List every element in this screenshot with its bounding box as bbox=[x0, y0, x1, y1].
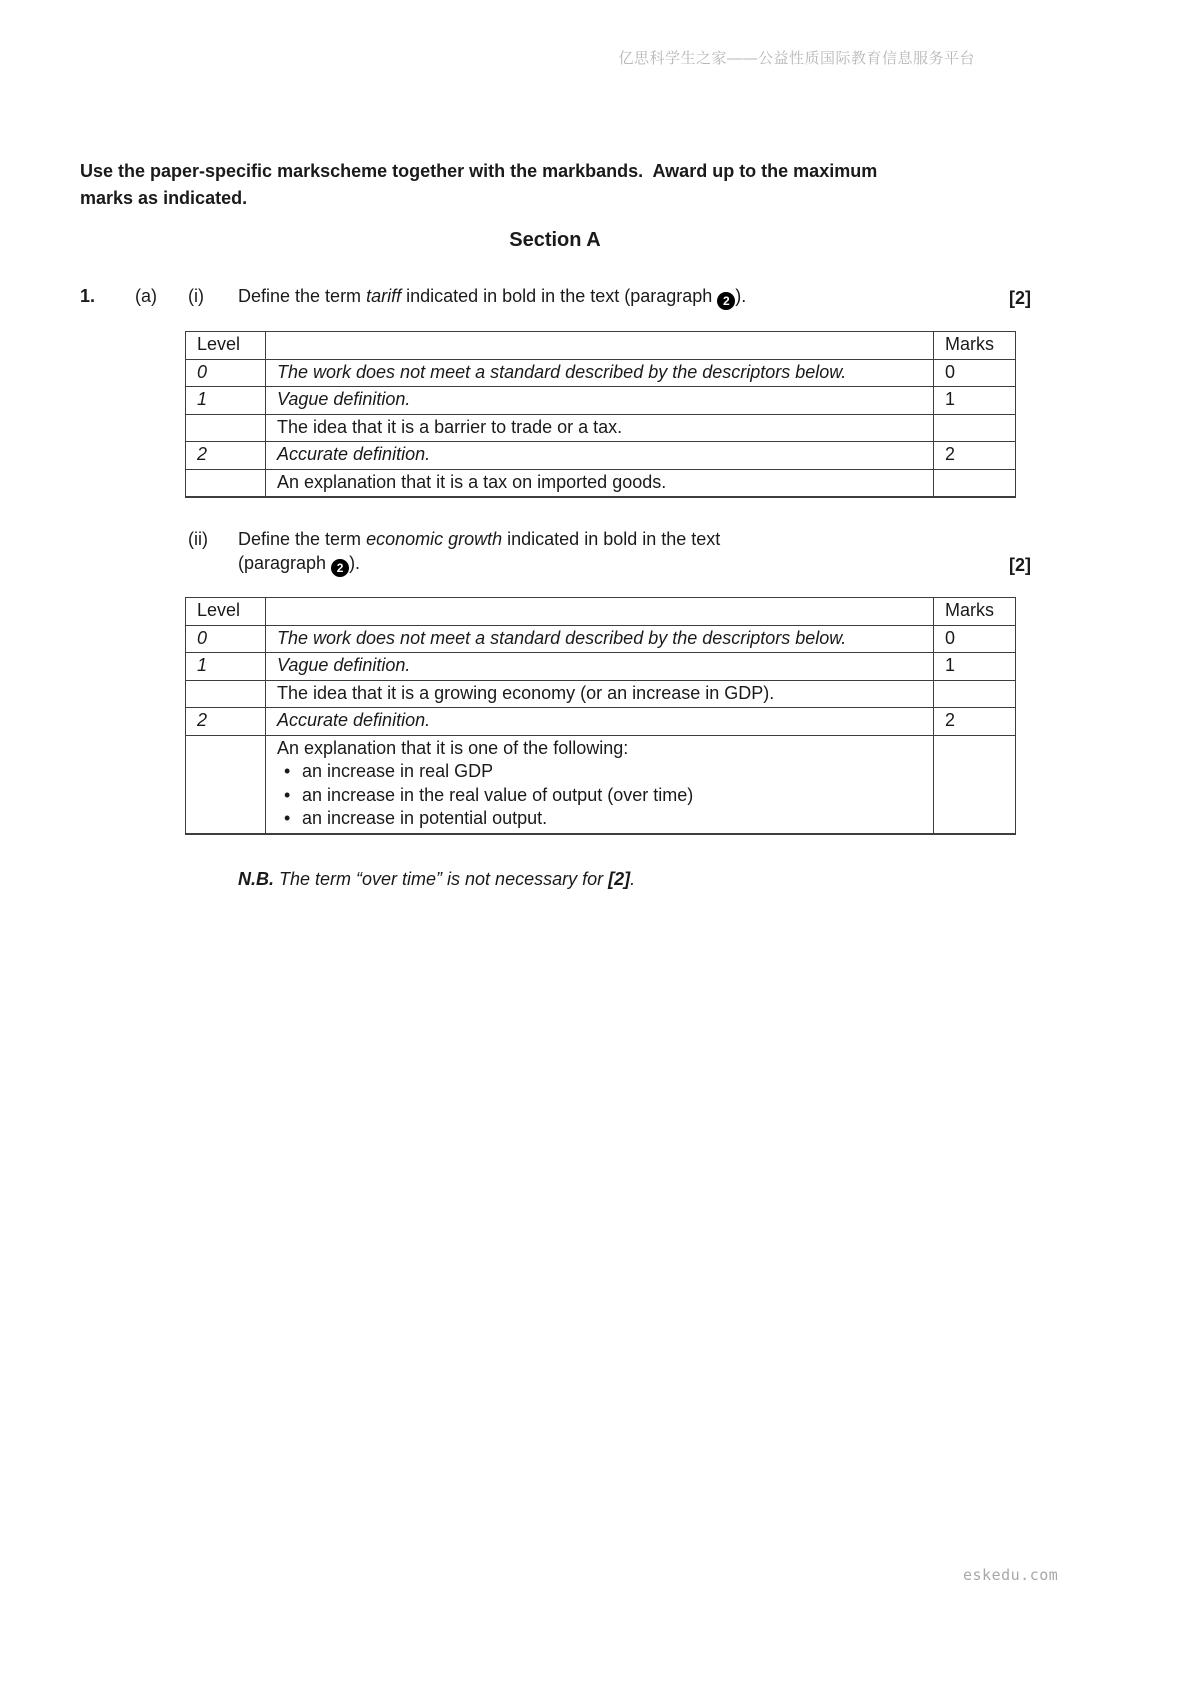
question-text-suffix: ). bbox=[735, 286, 747, 306]
question-text-middle: indicated in bold in the text (paragraph bbox=[401, 286, 718, 306]
table-cell-level bbox=[186, 469, 266, 497]
nb-note bbox=[238, 869, 635, 890]
question-line2-suffix: ). bbox=[349, 553, 361, 573]
question-1aii-text bbox=[238, 527, 999, 577]
table-cell-descriptor: Accurate definition. bbox=[266, 708, 934, 736]
table-cell-marks: 2 bbox=[934, 708, 1016, 736]
table-cell-descriptor bbox=[266, 735, 934, 834]
table-cell-marks: 0 bbox=[934, 359, 1016, 387]
table-row bbox=[186, 469, 1016, 497]
table-cell-descriptor: The work does not meet a standard described by the descriptors below. bbox=[266, 359, 934, 387]
nb-prefix: N.B. bbox=[238, 869, 274, 889]
table-cell-descriptor: Vague definition. bbox=[266, 387, 934, 415]
table-cell-descriptor: The work does not meet a standard described by the descriptors below. bbox=[266, 625, 934, 653]
explanation-intro: An explanation that it is one of the following: bbox=[277, 737, 629, 758]
table-header-marks: Marks bbox=[934, 332, 1016, 360]
question-1aii-row bbox=[80, 527, 1031, 577]
table-cell-descriptor: The idea that it is a barrier to trade or a tax. bbox=[266, 414, 934, 442]
marks-badge-1aii: [2] bbox=[1009, 554, 1031, 575]
table-row bbox=[186, 414, 1016, 442]
term-economic-growth: economic growth bbox=[366, 529, 503, 549]
marks-badge-1ai: [2] bbox=[1009, 287, 1031, 308]
nb-body: The term “over time” is not necessary for bbox=[274, 869, 609, 889]
question-number: 1. bbox=[80, 286, 96, 306]
table-row bbox=[186, 680, 1016, 708]
question-text-prefix: Define the term bbox=[238, 286, 367, 306]
question-1ai-text bbox=[238, 284, 999, 310]
table-cell-level bbox=[186, 735, 266, 834]
question-1ai-row bbox=[80, 284, 1031, 310]
table-cell-marks bbox=[934, 414, 1016, 442]
bullet-item: • an increase in the real value of output (over time) bbox=[277, 784, 922, 808]
table-cell-level: 2 bbox=[186, 442, 266, 470]
table-cell-marks bbox=[934, 680, 1016, 708]
question-line-2 bbox=[238, 551, 999, 577]
question-line-1 bbox=[238, 527, 999, 551]
nb-marks: [2] bbox=[608, 869, 631, 889]
table-row bbox=[186, 653, 1016, 681]
markscheme-table-2 bbox=[185, 597, 1016, 835]
table-header-row bbox=[186, 598, 1016, 626]
table-cell-marks: 1 bbox=[934, 387, 1016, 415]
intro-paragraph bbox=[80, 158, 1010, 212]
table-header-level: Level bbox=[186, 332, 266, 360]
table-row bbox=[186, 735, 1016, 834]
paragraph-2-marker-icon: 2 bbox=[717, 292, 735, 310]
footer-site-text: eskedu.com bbox=[963, 1566, 1059, 1584]
table-cell-descriptor: Vague definition. bbox=[266, 653, 934, 681]
table-cell-descriptor: Accurate definition. bbox=[266, 442, 934, 470]
table-header-descriptor bbox=[266, 598, 934, 626]
table-header-row bbox=[186, 332, 1016, 360]
table-cell-marks: 2 bbox=[934, 442, 1016, 470]
table-header-descriptor bbox=[266, 332, 934, 360]
nb-suffix: . bbox=[630, 869, 636, 889]
watermark-text: 亿思科学生之家——公益性质国际教育信息服务平台 bbox=[618, 50, 975, 67]
markscheme-table-1 bbox=[185, 331, 1016, 498]
table-row bbox=[186, 625, 1016, 653]
question-part-label: (a) bbox=[135, 286, 157, 306]
question-line2-prefix: (paragraph bbox=[238, 553, 332, 573]
table-cell-level: 0 bbox=[186, 359, 266, 387]
table-header-level: Level bbox=[186, 598, 266, 626]
table-cell-marks bbox=[934, 469, 1016, 497]
table-cell-marks: 0 bbox=[934, 625, 1016, 653]
table-row bbox=[186, 442, 1016, 470]
table-cell-marks: 1 bbox=[934, 653, 1016, 681]
section-title: Section A bbox=[509, 229, 601, 251]
question-sub-label-ii: (ii) bbox=[188, 529, 208, 549]
table-cell-level: 0 bbox=[186, 625, 266, 653]
table-header-marks: Marks bbox=[934, 598, 1016, 626]
table-row bbox=[186, 359, 1016, 387]
table-row bbox=[186, 708, 1016, 736]
paragraph-2-marker-icon: 2 bbox=[331, 559, 349, 577]
intro-line-1: Use the paper-specific markscheme together with the markbands. Award up to the maximum bbox=[80, 161, 878, 181]
table-cell-level: 2 bbox=[186, 708, 266, 736]
table-cell-descriptor: The idea that it is a growing economy (or an increase in GDP). bbox=[266, 680, 934, 708]
question-text-after: indicated in bold in the text bbox=[502, 529, 721, 549]
question-sub-label-i: (i) bbox=[188, 286, 204, 306]
question-text-prefix: Define the term bbox=[238, 529, 367, 549]
bullet-item: • an increase in real GDP bbox=[277, 760, 922, 784]
table-cell-descriptor: An explanation that it is a tax on imported goods. bbox=[266, 469, 934, 497]
table-cell-marks bbox=[934, 735, 1016, 834]
table-row bbox=[186, 387, 1016, 415]
term-tariff: tariff bbox=[366, 286, 402, 306]
table-cell-level bbox=[186, 680, 266, 708]
bullet-item: • an increase in potential output. bbox=[277, 807, 922, 831]
table-cell-level bbox=[186, 414, 266, 442]
intro-line-2: marks as indicated. bbox=[80, 188, 248, 208]
table-cell-level: 1 bbox=[186, 387, 266, 415]
table-cell-level: 1 bbox=[186, 653, 266, 681]
